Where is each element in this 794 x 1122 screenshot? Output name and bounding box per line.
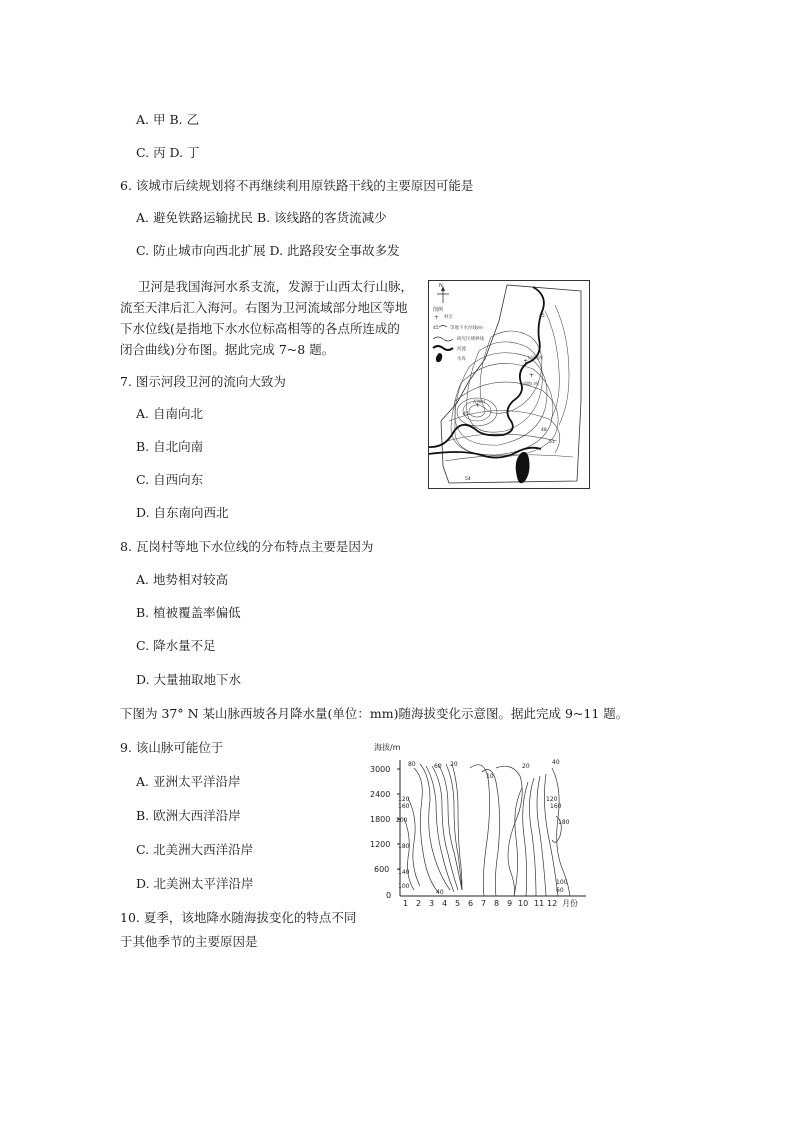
q7-option-b: B. 自北向南 bbox=[136, 439, 204, 454]
xtick-label: 1 bbox=[403, 899, 409, 908]
legend-village-icon: + bbox=[434, 314, 440, 321]
ytick-label: 3000 bbox=[370, 765, 391, 774]
q7-option-d: D. 自东南向西北 bbox=[136, 505, 229, 520]
legend-reservoir-icon bbox=[436, 353, 442, 362]
legend-river-icon bbox=[433, 346, 453, 350]
precipitation-chart bbox=[360, 738, 600, 910]
contour-label: 60 bbox=[434, 763, 442, 770]
village-marker-icon: + bbox=[529, 372, 535, 379]
q6-options-ab: A. 避免铁路运输扰民 B. 该线路的客货流减少 bbox=[136, 210, 387, 225]
isolines-left bbox=[404, 764, 462, 892]
contour-label: 80 bbox=[408, 761, 416, 768]
q8-option-a: A. 地势相对较高 bbox=[136, 572, 228, 587]
legend-boundary-icon bbox=[433, 337, 453, 341]
contour-label: 45 bbox=[463, 412, 469, 417]
legend-contour-sample: 45 bbox=[433, 326, 439, 331]
ytick-label: 2400 bbox=[370, 790, 391, 799]
legend-river-label: 河流 bbox=[457, 347, 466, 352]
intro1-line1: 卫河是我国海河水系支流，发源于山西太行山脉， bbox=[138, 279, 414, 294]
q7-stem: 7. 图示河段卫河的流向大致为 bbox=[120, 374, 286, 389]
contour-label: 120 bbox=[546, 796, 558, 803]
legend-village-label: 村庄 bbox=[444, 315, 453, 320]
q10-stem-line2: 于其他季节的主要原因是 bbox=[120, 934, 258, 949]
precipitation-chart-svg bbox=[360, 738, 600, 910]
q9-option-b: B. 欧洲大西洋沿岸 bbox=[136, 808, 241, 823]
ytick-label: 600 bbox=[374, 865, 390, 874]
xtick-label: 12 bbox=[547, 899, 558, 908]
q7-option-a: A. 自南向北 bbox=[136, 406, 203, 421]
contour-label: 120 bbox=[398, 796, 410, 803]
contour-label: 48 bbox=[541, 428, 547, 433]
contour-label: 160 bbox=[398, 803, 410, 810]
intro1-line3: 下水位线(是指地下水水位标高相等的各点所连成的 bbox=[120, 321, 400, 336]
contour-label: 200 bbox=[396, 817, 408, 824]
xtick-label: 6 bbox=[468, 899, 474, 908]
village-label: 西塔口村 bbox=[523, 381, 539, 386]
legend-reservoir-label: 水库 bbox=[457, 357, 466, 362]
contour-label: 60 bbox=[556, 887, 564, 894]
reservoir-icon bbox=[516, 452, 530, 483]
isolines-middle bbox=[470, 765, 522, 896]
contour-label: 54 bbox=[465, 477, 471, 482]
contour-label: 140 bbox=[398, 869, 410, 876]
ytick-label: 0 bbox=[386, 891, 392, 900]
xtick-label: 4 bbox=[442, 899, 448, 908]
chart-contour-labels bbox=[396, 759, 570, 896]
q8-option-d: D. 大量抽取地下水 bbox=[136, 672, 242, 687]
groundwater-map-svg bbox=[429, 281, 589, 488]
chart-xticks bbox=[403, 898, 578, 908]
legend-contour-label: 等地下水位线/m bbox=[450, 326, 483, 331]
ytick-label: 1800 bbox=[370, 815, 391, 824]
q6-options-cd: C. 防止城市向西北扩展 D. 此路段安全事故多发 bbox=[136, 243, 400, 258]
contour-label: 40 bbox=[552, 759, 560, 766]
xtick-label: 5 bbox=[455, 899, 461, 908]
chart-ylabel: 海拔/m bbox=[374, 743, 401, 752]
q5-options-cd: C. 丙 D. 丁 bbox=[136, 145, 200, 160]
contour-label: 51 bbox=[549, 440, 555, 445]
intro1-line4: 闭合曲线)分布图。据此完成 7~8 题。 bbox=[120, 342, 335, 357]
contour-label: 20 bbox=[450, 761, 458, 768]
q9-stem: 9. 该山脉可能位于 bbox=[120, 740, 224, 755]
groundwater-map bbox=[428, 280, 590, 489]
xtick-label: 7 bbox=[481, 899, 487, 908]
q10-stem-line1: 10. 夏季，该地降水随海拔变化的特点不同 bbox=[120, 910, 357, 925]
village-label: 瓦岗村 bbox=[473, 399, 485, 404]
contour-label: 100 bbox=[398, 883, 410, 890]
q9-option-a: A. 亚洲太平洋沿岸 bbox=[136, 774, 241, 789]
q7-option-c: C. 自西向东 bbox=[136, 472, 204, 487]
contour-label: 45 bbox=[539, 314, 545, 319]
xtick-label: 2 bbox=[416, 899, 422, 908]
village-label: 五里屯村 bbox=[527, 355, 543, 360]
contour-label: 180 bbox=[398, 843, 410, 850]
legend-contour-icon bbox=[439, 326, 447, 328]
q9-option-c: C. 北美洲大西洋沿岸 bbox=[136, 842, 254, 857]
q5-options-ab: A. 甲 B. 乙 bbox=[136, 112, 200, 127]
xtick-label: 3 bbox=[429, 899, 435, 908]
xtick-label: 8 bbox=[494, 899, 500, 908]
village-marker-icon: + bbox=[475, 402, 481, 409]
xtick-label: 9 bbox=[507, 899, 513, 908]
legend-title: 图例 bbox=[433, 307, 444, 313]
contour-label: 20 bbox=[522, 763, 530, 770]
contour-label: 180 bbox=[558, 819, 570, 826]
contour-label: 100 bbox=[556, 879, 568, 886]
ytick-label: 1200 bbox=[370, 840, 391, 849]
q6-stem: 6. 该城市后续规划将不再继续利用原铁路干线的主要原因可能是 bbox=[120, 178, 474, 193]
village-marker-icon: + bbox=[523, 358, 529, 365]
study-area-boundary bbox=[441, 285, 581, 483]
legend-boundary-label: 研究区域界线 bbox=[457, 337, 484, 342]
q9-option-d: D. 北美洲太平洋沿岸 bbox=[136, 876, 254, 891]
xtick-label: 10 bbox=[518, 899, 529, 908]
north-label: N bbox=[439, 283, 443, 289]
q8-option-c: C. 降水量不足 bbox=[136, 638, 216, 653]
intro2: 下图为 37° N 某山脉西坡各月降水量(单位：mm)随海拔变化示意图。据此完成 9~11 题。 bbox=[120, 706, 629, 721]
contour-label: 160 bbox=[550, 803, 562, 810]
wei-river bbox=[429, 287, 544, 458]
q8-option-b: B. 植被覆盖率偏低 bbox=[136, 605, 241, 620]
intro1-line2: 流至天津后汇入海河。右图为卫河流域部分地区等地 bbox=[120, 300, 408, 315]
contour-label: 40 bbox=[436, 889, 444, 896]
xtick-label: 11 bbox=[534, 899, 545, 908]
chart-yticks bbox=[370, 765, 400, 900]
contour-label: 10 bbox=[486, 773, 494, 780]
chart-xunit: 月份 bbox=[562, 899, 578, 908]
q8-stem: 8. 瓦岗村等地下水位线的分布特点主要是因为 bbox=[120, 539, 374, 554]
